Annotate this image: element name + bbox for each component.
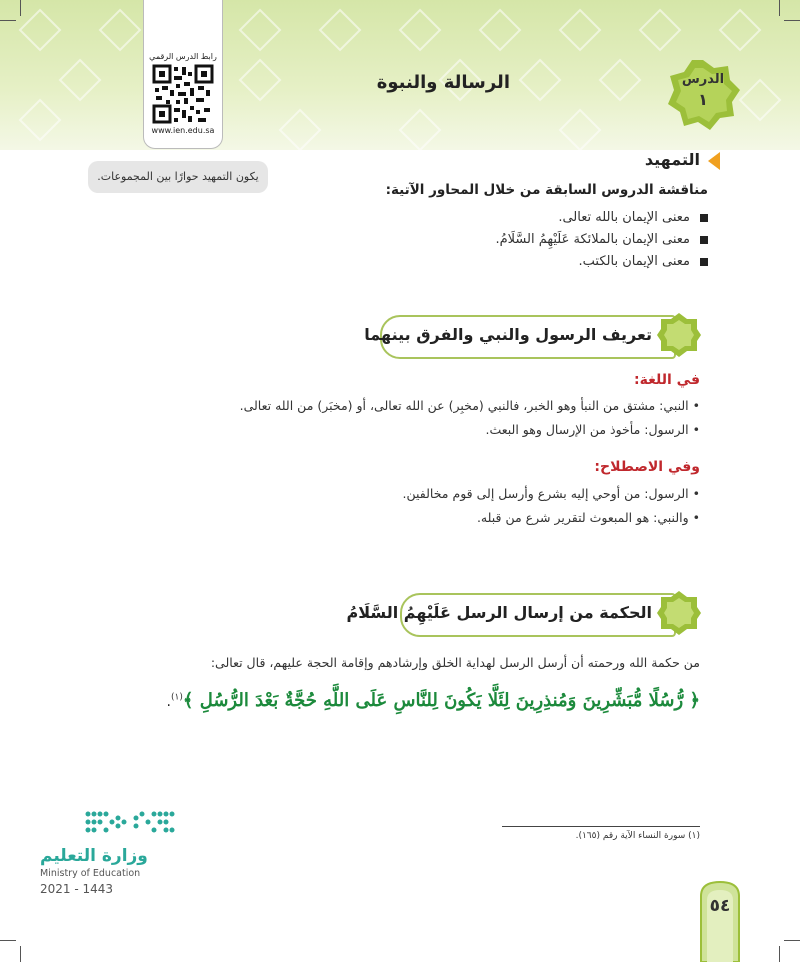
- crop-mark: [784, 940, 800, 941]
- list-item-text: معنى الإيمان بالكتب.: [578, 254, 690, 269]
- section2-title: الحكمة من إرسال الرسل عَلَيْهِمُ السَّلَامُ: [346, 603, 652, 622]
- ministry-logo: [40, 808, 180, 898]
- crop-mark: [20, 0, 21, 16]
- qr-code-icon[interactable]: [152, 64, 214, 124]
- body-line: • الرسول: مأخوذ من الإرسال وهو البعث.: [485, 422, 700, 437]
- term-heading: وفي الاصطلاح:: [594, 459, 700, 475]
- body-line: • النبي: مشتق من النبأ وهو الخبر، فالنبي (مخبِر) عن الله تعالى، أو (مخبَر) من الله تعالى.: [239, 398, 700, 413]
- octagon-icon: [656, 590, 702, 636]
- ministry-dots-icon: [84, 808, 184, 836]
- side-note: يكون التمهيد حوارًا بين المجموعات.: [88, 161, 268, 193]
- crop-mark: [784, 20, 800, 21]
- lesson-number: ١: [698, 90, 708, 109]
- verse-ref: (١): [171, 692, 183, 703]
- verse-text: ﴿ رُّسُلًا مُّبَشِّرِينَ وَمُنذِرِينَ لِئَلَّا يَكُونَ لِلنَّاسِ عَلَى اللَّهِ حُجَّةٌ بَعْدَ الرُّسُلِ ﴾: [182, 690, 700, 711]
- crop-mark: [0, 940, 16, 941]
- section2-intro: من حكمة الله ورحمته أن أرسل الرسل لهداية الخلق وإرشادهم وإقامة الحجة عليهم، قال تعالى:: [210, 655, 700, 670]
- verse-end: .: [166, 694, 171, 710]
- footnote-rule: [502, 826, 700, 827]
- square-bullet-icon: [700, 258, 708, 266]
- page-number-tab: [697, 880, 743, 962]
- crop-mark: [20, 946, 21, 962]
- crop-mark: [779, 946, 780, 962]
- ministry-name-ar: وزارة التعليم: [40, 846, 148, 866]
- list-item-text: معنى الإيمان بالملائكة عَلَيْهِمُ السَّلَامُ.: [495, 232, 690, 247]
- lesson-title: الرسالة والنبوة: [376, 72, 510, 93]
- list-item: [495, 207, 708, 229]
- crop-mark: [779, 0, 780, 16]
- page-number: ٥٤: [709, 896, 731, 916]
- intro-heading: التمهيد: [644, 150, 700, 169]
- lesson-label: الدرس: [681, 72, 725, 87]
- octagon-icon: [656, 312, 702, 358]
- quran-verse: [167, 690, 700, 711]
- square-bullet-icon: [700, 214, 708, 222]
- square-bullet-icon: [700, 236, 708, 244]
- crop-mark: [0, 20, 16, 21]
- intro-list: [495, 207, 708, 273]
- body-line: • والنبي: هو المبعوث لتقرير شرع من قبله.: [476, 510, 700, 525]
- list-item: [495, 229, 708, 251]
- qr-card[interactable]: [143, 0, 223, 149]
- qr-title: رابط الدرس الرقمي: [149, 52, 217, 61]
- ministry-year: 2021 - 1443: [40, 882, 114, 896]
- footnote: (١) سورة النساء الآية رقم (١٦٥).: [575, 831, 700, 841]
- list-item-text: معنى الإيمان بالله تعالى.: [558, 210, 690, 225]
- qr-url[interactable]: www.ien.edu.sa: [151, 126, 215, 135]
- intro-subheading: مناقشة الدروس السابقة من خلال المحاور الآتية:: [385, 182, 708, 198]
- section1-title: تعريف الرسول والنبي والفرق بينهما: [364, 325, 652, 344]
- language-heading: في اللغة:: [634, 372, 700, 388]
- list-item: [495, 251, 708, 273]
- ministry-name-en: Ministry of Education: [40, 868, 141, 879]
- body-line: • الرسول: من أوحي إليه بشرع وأرسل إلى قوم مخالفين.: [402, 486, 700, 501]
- diamond-bullet-icon: [708, 152, 720, 170]
